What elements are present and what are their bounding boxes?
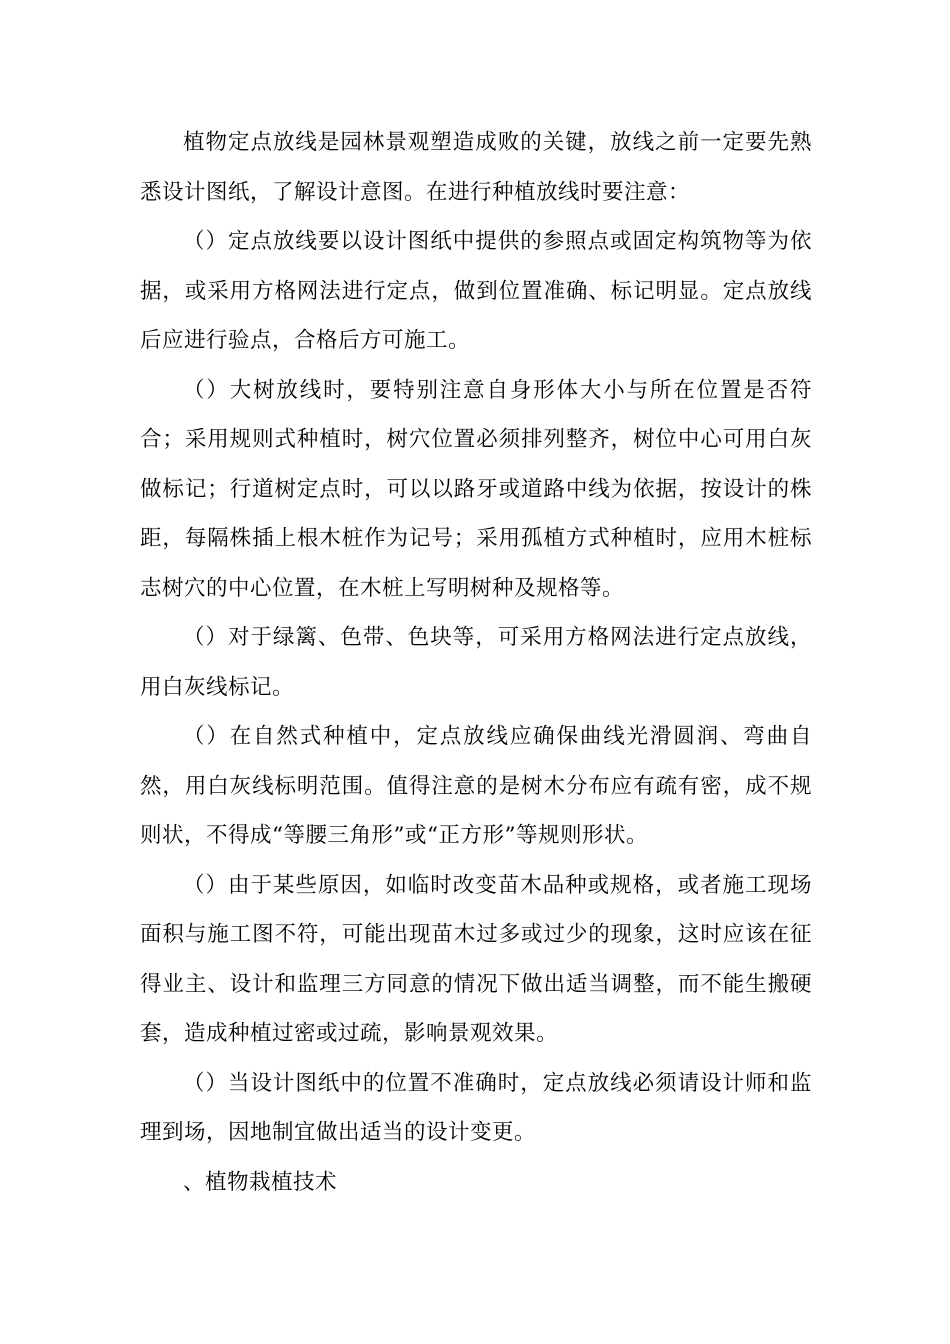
paragraph-3: （）对于绿篱、色带、色块等，可采用方格网法进行定点放线，用白灰线标记。 xyxy=(140,625,812,700)
paragraph-4: （）在自然式种植中，定点放线应确保曲线光滑圆润、弯曲自然，用白灰线标明范围。值得注意的是树木分布应有疏有密，成不规则状，不得成“等腰三角形”或“正方形”等规则形状。 xyxy=(140,724,812,848)
paragraph-5: （）由于某些原因，如临时改变苗木品种或规格，或者施工现场面积与施工图不符，可能出现苗木过多或过少的现象，这时应该在征得业主、设计和监理三方同意的情况下做出适当调整，而不能生搬硬套，造成种植过密或过疏，影响景观效果。 xyxy=(140,872,812,1046)
intro-paragraph: 植物定点放线是园林景观塑造成败的关键，放线之前一定要先熟悉设计图纸，了解设计意图。在进行种植放线时要注意： xyxy=(140,130,812,205)
section-heading: 、植物栽植技术 xyxy=(183,1169,338,1195)
paragraph-1: （）定点放线要以设计图纸中提供的参照点或固定构筑物等为依据，或采用方格网法进行定点，做到位置准确、标记明显。定点放线后应进行验点，合格后方可施工。 xyxy=(140,229,812,353)
paragraph-2: （）大树放线时，要特别注意自身形体大小与所在位置是否符合；采用规则式种植时，树穴位置必须排列整齐，树位中心可用白灰做标记；行道树定点时，可以以路牙或道路中线为依据，按设计的株距，每隔株插上根木桩作为记号；采用孤植方式种植时，应用木桩标志树穴的中心位置，在木桩上写明树种及规格等。 xyxy=(140,377,812,601)
document-page xyxy=(140,118,812,1207)
paragraph-6: （）当设计图纸中的位置不准确时，定点放线必须请设计师和监理到场，因地制宜做出适当的设计变更。 xyxy=(140,1070,812,1145)
